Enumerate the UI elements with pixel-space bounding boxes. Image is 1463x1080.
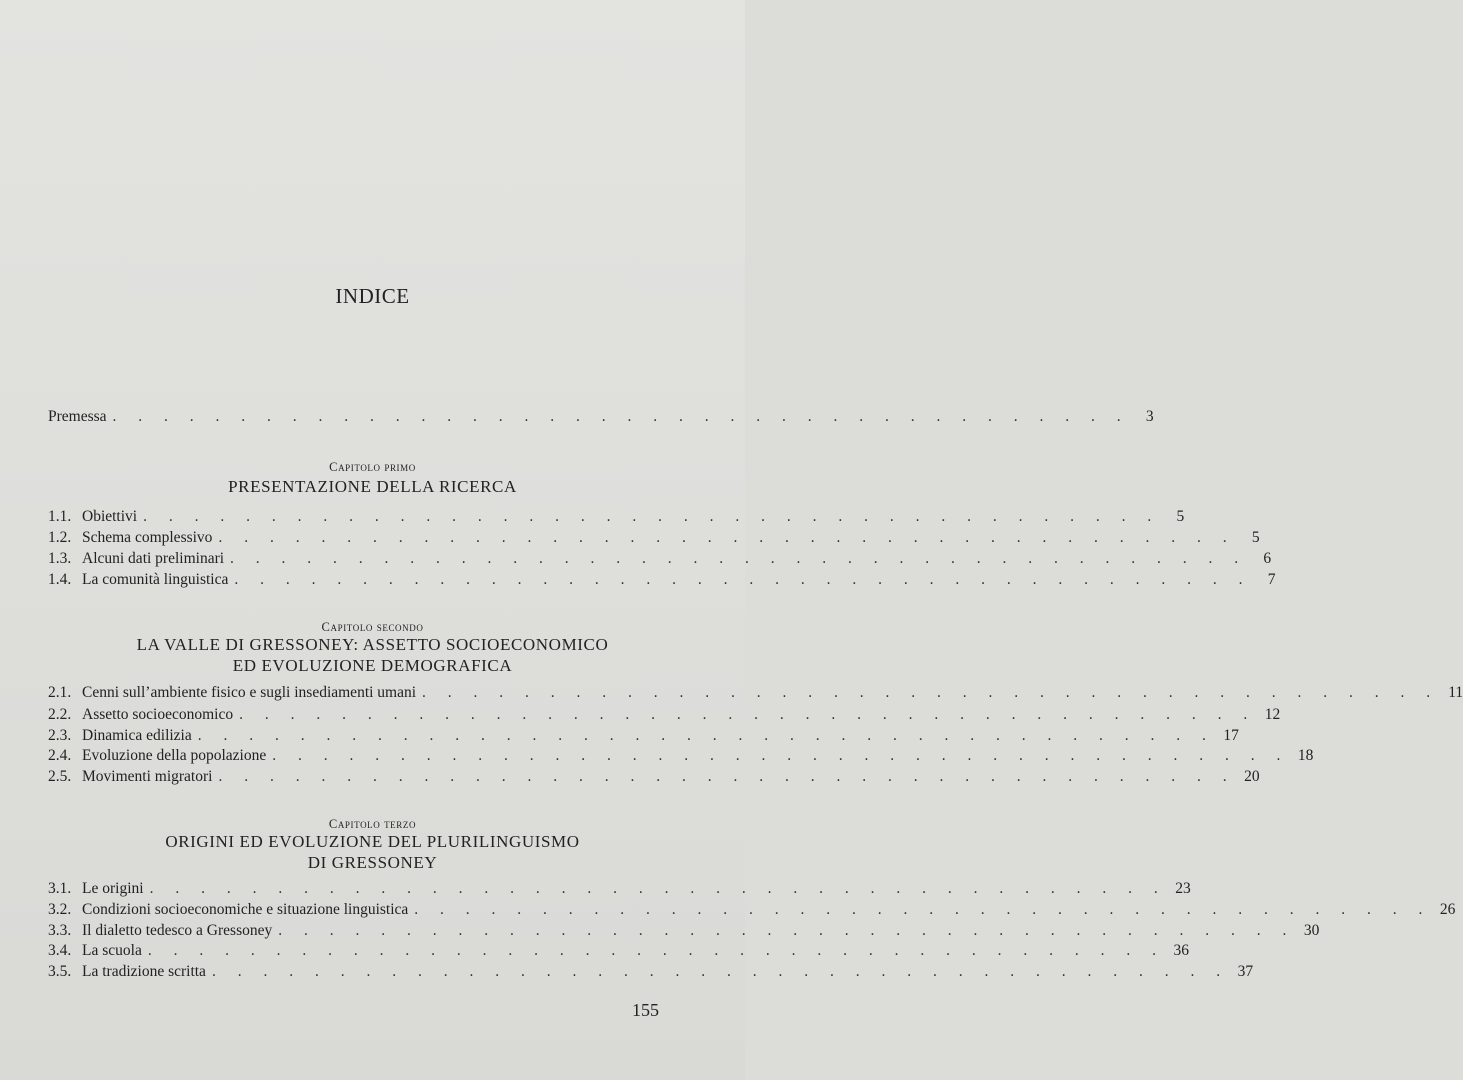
entry-number: 1.1.	[48, 508, 72, 525]
toc-entry	[48, 921, 1320, 941]
leader-dots: . . . . . . . . . . . . . . . . . . . . . . . . . . . . . . . . . . . . . . . .	[272, 747, 1290, 764]
chapter-title: LA VALLE DI GRESSONEY: ASSETTO SOCIOECONOMICO	[136, 635, 609, 654]
entry-label: Schema complessivo	[82, 529, 213, 546]
entry-number: 3.1.	[48, 880, 72, 897]
leader-dots: . . . . . . . . . . . . . . . . . . . . . . . . . . . . . . . . . . . . . . . .	[197, 727, 1215, 744]
chapter-label: Capitolo primo	[329, 460, 416, 474]
entry-page: 26	[1439, 901, 1456, 918]
chapter-title: ED EVOLUZIONE DEMOGRAFICA	[232, 656, 513, 675]
entry-page: 11	[1448, 684, 1463, 701]
toc-entry	[48, 683, 1463, 703]
chapter-title: DI GRESSONEY	[307, 853, 438, 872]
entry-number: 3.2.	[48, 901, 72, 918]
chapter-title: PRESENTAZIONE DELLA RICERCA	[228, 477, 517, 496]
entry-page: 37	[1237, 963, 1254, 980]
leader-dots: . . . . . . . . . . . . . . . . . . . . . . . . . . . . . . . . . . . . . . . .	[211, 963, 1230, 980]
toc-entry	[48, 941, 1189, 961]
index-title: INDICE	[335, 284, 410, 308]
entry-page: 5	[1251, 529, 1260, 546]
entry-number: 1.2.	[48, 529, 72, 546]
leader-dots: . . . . . . . . . . . . . . . . . . . . . . . . . . . . . . . . . . . . . . . .	[149, 880, 1167, 897]
page-number: 155	[632, 1000, 659, 1020]
entry-label: Dinamica edilizia	[82, 727, 192, 744]
leader-dots: . . . . . . . . . . . . . . . . . . . . . . . . . . . . . . . . . . . . . . . .	[414, 901, 1432, 918]
entry-label: Movimenti migratori	[82, 768, 213, 785]
leader-dots: . . . . . . . . . . . . . . . . . . . . . . . . . . . . . . . . . . . . . . . .	[234, 571, 1252, 588]
chapter-title: ORIGINI ED EVOLUZIONE DEL PLURILINGUISMO	[165, 832, 580, 851]
entry-number: 2.3.	[48, 727, 72, 744]
entry-page: 18	[1297, 747, 1314, 764]
entry-label: Premessa	[48, 408, 107, 425]
toc-entry	[48, 767, 1260, 787]
entry-number: 2.5.	[48, 768, 72, 785]
leader-dots: . . . . . . . . . . . . . . . . . . . . . . . . . . . . . . . . . . . . . . . .	[230, 550, 1248, 567]
toc-entry	[48, 746, 1314, 766]
entry-label: Assetto socioeconomico	[82, 706, 234, 723]
entry-label: Obiettivi	[82, 508, 138, 525]
toc-entry	[48, 726, 1239, 746]
leader-dots: . . . . . . . . . . . . . . . . . . . . . . . . . . . . . . . . . . . . . . . .	[218, 768, 1236, 785]
entry-label: La comunità linguistica	[82, 571, 229, 588]
entry-label: Evoluzione della popolazione	[82, 747, 267, 764]
entry-number: 1.4.	[48, 571, 72, 588]
entry-page: 30	[1303, 922, 1320, 939]
toc-entry	[48, 507, 1185, 527]
leader-dots: . . . . . . . . . . . . . . . . . . . . . . . . . . . . . . . . . . . . . . . .	[143, 508, 1161, 525]
entry-label: Il dialetto tedesco a Gressoney	[82, 922, 273, 939]
entry-page: 12	[1264, 706, 1281, 723]
toc-entry	[48, 705, 1281, 725]
entry-page: 17	[1223, 727, 1239, 744]
entry-number: 3.3.	[48, 922, 72, 939]
entry-number: 2.1.	[48, 684, 72, 701]
toc-entry	[48, 528, 1260, 548]
leader-dots: . . . . . . . . . . . . . . . . . . . . . . . . . . . . . . . . . . . . . . . .	[112, 408, 1130, 425]
toc-entry	[48, 962, 1254, 982]
entry-number: 2.4.	[48, 747, 72, 764]
toc-entry-premessa	[48, 407, 1154, 427]
leader-dots: . . . . . . . . . . . . . . . . . . . . . . . . . . . . . . . . . . . . . . . .	[422, 684, 1440, 701]
entry-page: 3	[1145, 408, 1154, 425]
entry-number: 2.2.	[48, 706, 72, 723]
entry-number: 3.4.	[48, 942, 72, 959]
entry-label: La tradizione scritta	[82, 963, 206, 980]
entry-page: 7	[1267, 571, 1276, 588]
leader-dots: . . . . . . . . . . . . . . . . . . . . . . . . . . . . . . . . . . . . . . . .	[147, 942, 1165, 959]
leader-dots: . . . . . . . . . . . . . . . . . . . . . . . . . . . . . . . . . . . . . . . .	[278, 922, 1296, 939]
entry-page: 36	[1173, 942, 1189, 959]
entry-label: Condizioni socioeconomiche e situazione linguistica	[82, 901, 409, 918]
chapter-label: Capitolo terzo	[328, 817, 417, 831]
entry-label: La scuola	[82, 942, 142, 959]
leader-dots: . . . . . . . . . . . . . . . . . . . . . . . . . . . . . . . . . . . . . . . .	[218, 529, 1236, 546]
entry-page: 23	[1175, 880, 1191, 897]
entry-number: 1.3.	[48, 550, 72, 567]
toc-entry	[48, 570, 1276, 590]
entry-page: 5	[1176, 508, 1185, 525]
entry-label: Cenni sull’ambiente fisico e sugli insediamenti umani	[82, 684, 417, 701]
leader-dots: . . . . . . . . . . . . . . . . . . . . . . . . . . . . . . . . . . . . . . . .	[239, 706, 1257, 723]
toc-entry	[48, 900, 1456, 920]
entry-label: Alcuni dati preliminari	[82, 550, 225, 567]
toc-entry	[48, 879, 1191, 899]
entry-label: Le origini	[82, 880, 144, 897]
entry-page: 6	[1263, 550, 1272, 567]
toc-entry	[48, 549, 1272, 569]
entry-number: 3.5.	[48, 963, 72, 980]
entry-page: 20	[1244, 768, 1260, 785]
chapter-label: Capitolo secondo	[321, 620, 424, 634]
